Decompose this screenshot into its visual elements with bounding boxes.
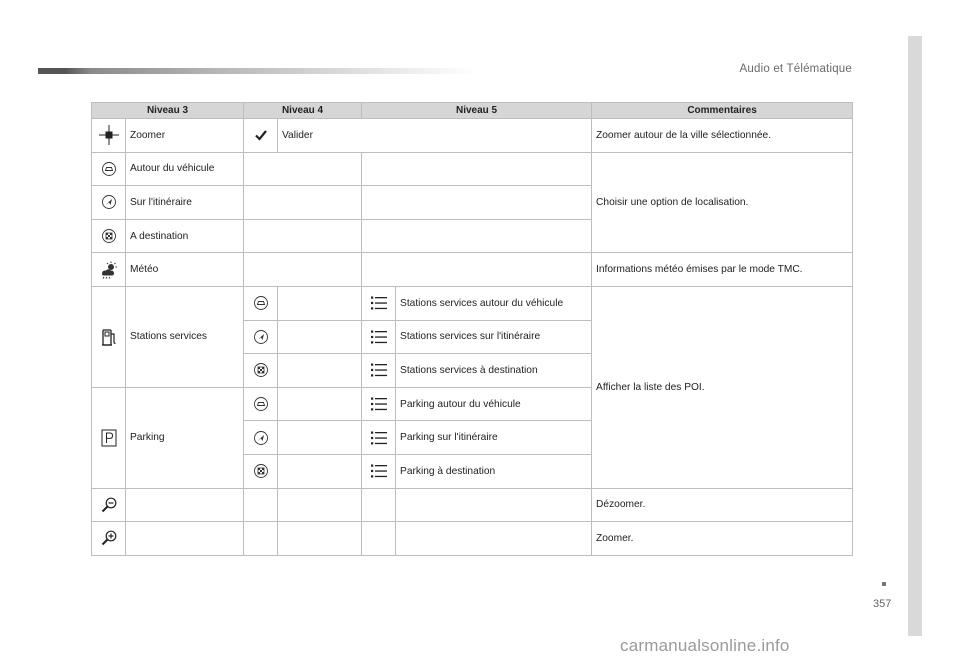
destination-flag-icon[interactable] <box>92 219 126 253</box>
stations-item[interactable]: Stations services à destination <box>396 354 592 388</box>
localisation-comment: Choisir une option de localisation. <box>592 152 853 253</box>
page-marker <box>882 582 886 586</box>
stations-item[interactable]: Stations services autour du véhicule <box>396 286 592 320</box>
table-row <box>92 119 853 153</box>
header-niveau-5: Niveau 5 <box>362 103 592 119</box>
list-icon[interactable] <box>362 454 396 488</box>
route-arrow-icon[interactable] <box>92 186 126 220</box>
destination-label[interactable]: A destination <box>126 219 244 253</box>
stations-item[interactable]: Stations services sur l'itinéraire <box>396 320 592 354</box>
meteo-label[interactable]: Météo <box>126 253 244 287</box>
zoom-crosshair-icon[interactable] <box>92 119 126 153</box>
destination-flag-icon[interactable] <box>244 354 278 388</box>
side-margin-bar <box>908 36 922 636</box>
vehicle-icon[interactable] <box>244 286 278 320</box>
vehicle-icon[interactable] <box>244 387 278 421</box>
table-header-row <box>92 103 853 119</box>
zoom-in-icon[interactable] <box>92 522 126 556</box>
dezoom-comment: Dézoomer. <box>592 488 853 522</box>
weather-icon[interactable] <box>92 253 126 287</box>
header-decoration-bar <box>38 68 478 74</box>
list-icon[interactable] <box>362 286 396 320</box>
list-icon[interactable] <box>362 387 396 421</box>
route-arrow-icon[interactable] <box>244 320 278 354</box>
route-arrow-icon[interactable] <box>244 421 278 455</box>
header-niveau-3: Niveau 3 <box>92 103 244 119</box>
itineraire-label[interactable]: Sur l'itinéraire <box>126 186 244 220</box>
meteo-comment: Informations météo émises par le mode TMC. <box>592 253 853 287</box>
valider-label[interactable]: Valider <box>278 119 592 153</box>
parking-item[interactable]: Parking à destination <box>396 454 592 488</box>
destination-flag-icon[interactable] <box>244 454 278 488</box>
table-row <box>92 286 853 320</box>
table-row <box>92 522 853 556</box>
table-row <box>92 152 853 186</box>
parking-item[interactable]: Parking autour du véhicule <box>396 387 592 421</box>
table-row <box>92 253 853 287</box>
fuel-pump-icon[interactable] <box>92 286 126 387</box>
menu-table <box>91 102 853 556</box>
page-number: 357 <box>873 598 892 610</box>
zoom-comment: Zoomer. <box>592 522 853 556</box>
zoomer-label[interactable]: Zoomer <box>126 119 244 153</box>
zoomer-comment: Zoomer autour de la ville sélectionnée. <box>592 119 853 153</box>
zoom-out-icon[interactable] <box>92 488 126 522</box>
parking-label[interactable]: Parking <box>126 387 244 488</box>
list-icon[interactable] <box>362 320 396 354</box>
parking-icon[interactable] <box>92 387 126 488</box>
autour-label[interactable]: Autour du véhicule <box>126 152 244 186</box>
vehicle-icon[interactable] <box>92 152 126 186</box>
list-icon[interactable] <box>362 421 396 455</box>
header-title: Audio et Télématique <box>739 63 852 75</box>
stations-label[interactable]: Stations services <box>126 286 244 387</box>
checkmark-icon[interactable] <box>244 119 278 153</box>
table-row <box>92 488 853 522</box>
poi-comment: Afficher la liste des POI. <box>592 286 853 488</box>
header-niveau-4: Niveau 4 <box>244 103 362 119</box>
watermark: carmanualsonline.info <box>620 636 790 655</box>
parking-item[interactable]: Parking sur l'itinéraire <box>396 421 592 455</box>
header-commentaires: Commentaires <box>592 103 853 119</box>
list-icon[interactable] <box>362 354 396 388</box>
